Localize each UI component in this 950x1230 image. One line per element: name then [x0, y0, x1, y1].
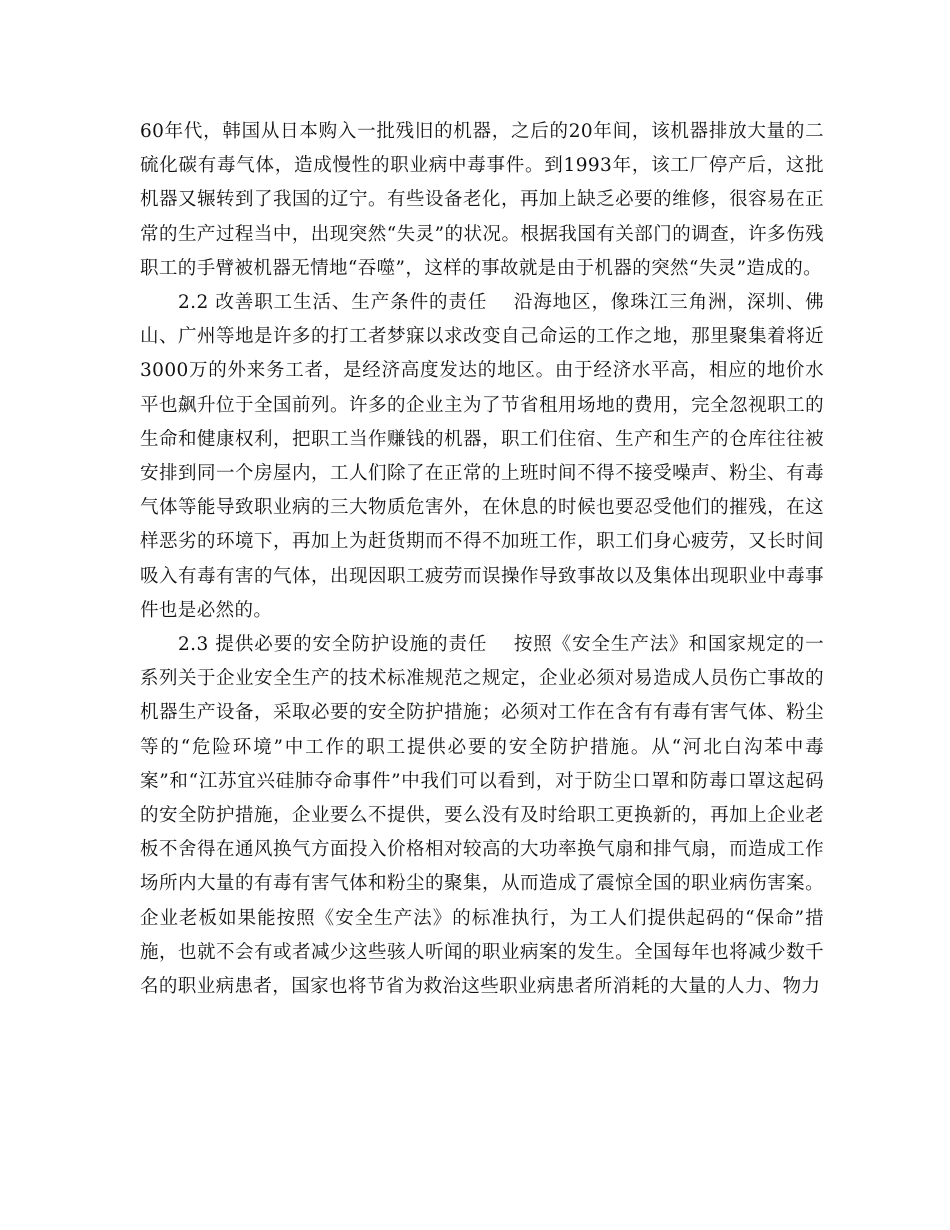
- paragraph-2-3: [140, 628, 824, 1004]
- paragraph-2-2: [140, 286, 824, 628]
- paragraph-continuation: [140, 115, 824, 286]
- body-text: [140, 115, 824, 1004]
- section-heading-2-3: 2.3 提供必要的安全防护设施的责任: [178, 634, 488, 656]
- paragraph-text: 沿海地区，像珠江三角洲，深圳、佛山、广州等地是许多的打工者梦寐以求改变自己命运的工作之地，那里聚集着将近3000万的外来务工者，是经济高度发达的地区。由于经济水平高，相应的地价水平也飙升位于全国前列。许多的企业主为了节省租用场地的费用，完全忽视职工的生命和健康权利，把职工当作赚钱的机器，职工们住宿、生产和生产的仓库往往被安排到同一个房屋内，工人们除了在正常的上班时间不得不接受噪声、粉尘、有毒气体等能导致职业病的三大物质危害外，在休息的时候也要忍受他们的摧残，在这样恶劣的环境下，再加上为赶货期而不得不加班工作，职工们身心疲劳，又长时间吸入有毒有害的气体，出现因职工疲劳而误操作导致事故以及集体出现职业中毒事件也是必然的。: [140, 292, 824, 621]
- section-heading-2-2: 2.2 改善职工生活、生产条件的责任: [178, 292, 488, 314]
- paragraph-text: 按照《安全生产法》和国家规定的一系列关于企业安全生产的技术标准规范之规定，企业必须对易造成人员伤亡事故的机器生产设备，采取必要的安全防护措施；必须对工作在含有有毒有害气体、粉尘等的“危险环境”中工作的职工提供必要的安全防护措施。从“河北白沟苯中毒案”和“江苏宜兴硅肺夺命事件”中我们可以看到，对于防尘口罩和防毒口罩这起码的安全防护措施，企业要么不提供，要么没有及时给职工更换新的，再加上企业老板不舍得在通风换气方面投入价格相对较高的大功率换气扇和排气扇，而造成工作场所内大量的有毒有害气体和粉尘的聚集，从而造成了震惊全国的职业病伤害案。企业老板如果能按照《安全生产法》的标准执行，为工人们提供起码的“保命”措施，也就不会有或者减少这些骇人听闻的职业病案的发生。全国每年也将减少数千名的职业病患者，国家也将节省为救治这些职业病患者所消耗的大量的人力、物力: [140, 634, 824, 998]
- paragraph-text: 60年代，韩国从日本购入一批残旧的机器，之后的20年间，该机器排放大量的二硫化碳有毒气体，造成慢性的职业病中毒事件。到1993年，该工厂停产后，这批机器又辗转到了我国的辽宁。有些设备老化，再加上缺乏必要的维修，很容易在正常的生产过程当中，出现突然“失灵”的状况。根据我国有关部门的调查，许多伤残职工的手臂被机器无情地“吞噬”，这样的事故就是由于机器的突然“失灵”造成的。: [140, 121, 824, 279]
